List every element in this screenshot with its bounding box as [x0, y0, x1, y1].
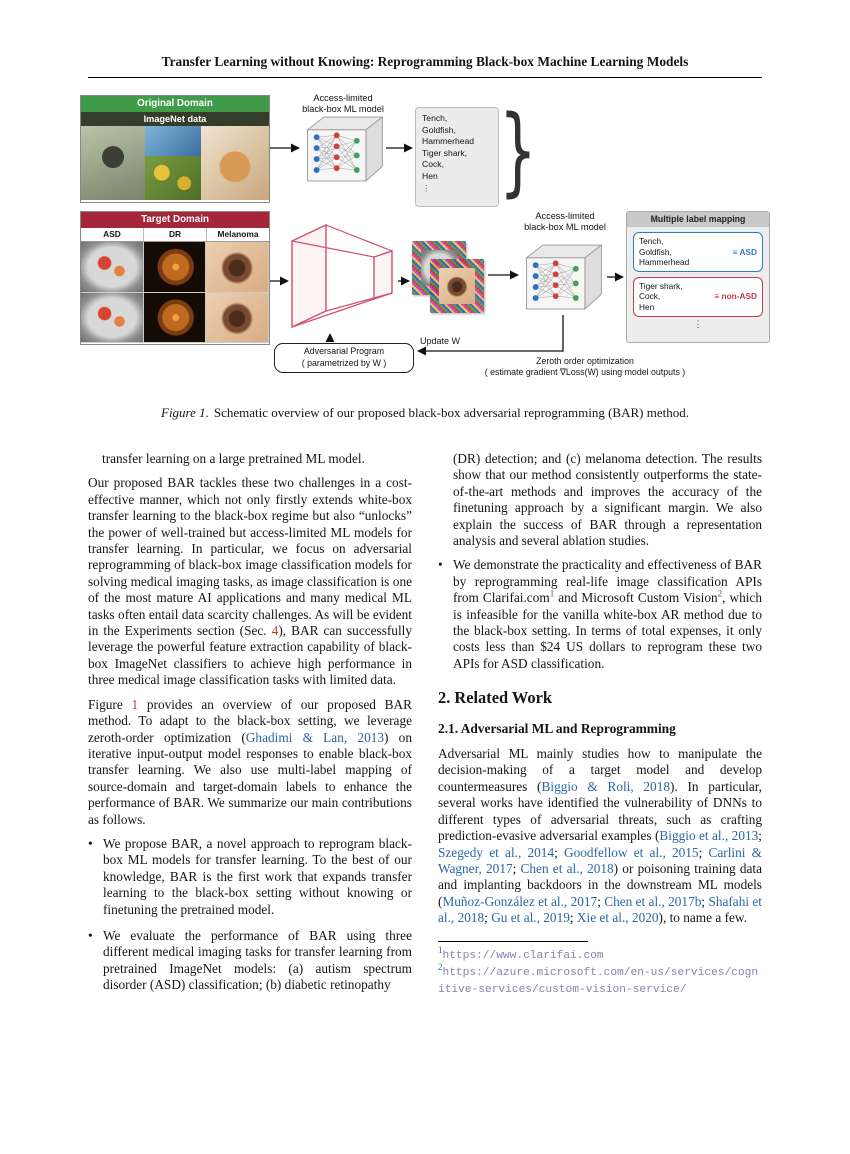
blackbox-model-cube-bottom: [521, 241, 605, 313]
bullet-text: [103, 836, 412, 918]
mapping-nonasd-equivalence: ≡ non-ASD: [714, 291, 757, 302]
bullet-item: [88, 928, 412, 994]
figure-caption: [88, 405, 762, 421]
text-segment: ;: [484, 910, 492, 926]
zeroth-order-line1: Zeroth order optimization: [536, 356, 634, 366]
label-line: Tench,: [639, 236, 664, 246]
footnote-url-link[interactable]: https://www.clarifai.com: [442, 949, 604, 962]
footnote-marker[interactable]: 1: [549, 588, 555, 599]
text-segment: ) or poisoning training data and implanting backdoors in the downstream ML models (: [438, 860, 762, 909]
bullet-list: [438, 557, 762, 672]
melanoma-image: [206, 242, 269, 293]
adversarial-program-param: ( parametrized by W ): [301, 357, 387, 368]
label-line: Hammerhead: [422, 136, 475, 147]
bullet-list: [88, 836, 412, 994]
column-asd: ASD: [81, 228, 144, 241]
text-segment: ;: [698, 844, 709, 860]
citation-link[interactable]: Ghadimi & Lan, 2013: [245, 729, 385, 745]
original-domain-box: [80, 95, 270, 203]
adversarial-program-prism: [290, 221, 396, 331]
text-segment: Adversarial ML mainly studies how to manipulate the decision-making of a target model and develop countermeasures (: [438, 746, 762, 794]
imagenet-data-label: ImageNet data: [81, 112, 269, 126]
label-line: Hammerhead: [639, 257, 690, 268]
text-segment: ;: [597, 893, 605, 909]
paragraph: [438, 451, 762, 549]
model-label-line2: black-box ML model: [524, 221, 606, 232]
figure-1: [78, 93, 772, 393]
adversarial-program-box: [274, 343, 414, 373]
text-segment: Figure: [88, 696, 132, 712]
imagenet-output-labels: [415, 107, 499, 207]
subsection-heading: 2.1. Adversarial ML and Reprogramming: [438, 720, 676, 736]
bullet-item: [438, 557, 762, 672]
text-segment: ), to name a few.: [658, 910, 747, 926]
label-line: Cock,: [639, 291, 661, 302]
target-domain-columns: [81, 228, 269, 242]
original-domain-header: Original Domain: [81, 96, 269, 112]
header-rule: [88, 77, 762, 78]
bullet-marker: •: [88, 835, 93, 851]
citation-link[interactable]: Goodfellow et al., 2015: [564, 844, 699, 860]
zeroth-order-label: [466, 356, 704, 379]
text-segment: Our proposed BAR tackles these two challenges in a cost-effective manner, which not only firstly extends white-box transfer learning to the black-box regime but also “unlocks” the power of well-trained but access-limited ML models for transfer learning. In particular, we focus on adversarial reprogramming of black-box image classification models for solving medical imaging tasks, as image classification is one of the most mature AI applications and many medical ML tasks often entail data scarcity challenges. As will be evident in the Experiments section (Sec.: [88, 475, 412, 639]
mapping-asd-group: [633, 232, 763, 272]
text-segment: ;: [758, 828, 762, 844]
text-segment: We demonstrate the practicality and effectiveness of BAR by reprogramming real-life image classification APIs from Clarifai.com: [453, 557, 762, 606]
target-domain-box: [80, 211, 270, 345]
text-segment: ;: [701, 893, 709, 909]
citation-link[interactable]: Xie et al., 2020: [576, 910, 659, 926]
text-segment: , which is infeasible for the vanilla white-box AR method due to the black-box setting. In terms of total expenses, it only costs less than $24 US dollars to reprogram these two APIs for ASD classification.: [453, 590, 762, 671]
footnote-url-link[interactable]: https://azure.microsoft.com/en-us/services/cognitive-services/custom-vision-service/: [438, 967, 759, 997]
text-segment: We propose BAR, a novel approach to reprogram black-box ML models for transfer learning. To the best of our knowledge, BAR is the first work that expands transfer learning to the black-box setting without knowing or finetuning the pretrained model.: [103, 835, 412, 917]
text-segment: provides an overview of our proposed BAR method. To adapt to the black-box setting, we leverage zeroth-order optimization (: [88, 696, 412, 745]
paper-running-title: Transfer Learning without Knowing: Reprogramming Black-box Machine Learning Models: [161, 54, 689, 69]
dr-retina-image: [144, 242, 207, 293]
label-line: Hen: [422, 170, 438, 181]
column-melanoma: Melanoma: [217, 229, 259, 239]
citation-link[interactable]: Biggio & Roli, 2018: [541, 778, 671, 794]
citation-link[interactable]: Szegedy et al., 2014: [438, 844, 555, 860]
right-column: [438, 451, 762, 1004]
text-segment: (DR) detection; and (c) melanoma detection. The results show that our method consistently outperforms the state-of-the-art methods and improves the accuracy of the finetuning approach by a significant margin. We also explain the success of BAR through a representation analysis and several ablation studies.: [453, 451, 762, 549]
paragraph: [88, 697, 412, 828]
text-segment: ;: [569, 910, 577, 926]
target-domain-header: Target Domain: [81, 212, 269, 228]
mapping-title: Multiple label mapping: [627, 212, 769, 227]
section-heading: 2. Related Work: [438, 688, 552, 708]
imagenet-sample-bird: [81, 126, 145, 200]
left-column: [88, 451, 412, 1004]
citation-link[interactable]: Carlini & Wagner, 2017: [438, 844, 762, 876]
figure-caption-text: Schematic overview of our proposed black-box adversarial reprogramming (BAR) method.: [213, 405, 689, 420]
footnote-number: 1: [438, 944, 443, 955]
blackbox-model-label-top: [276, 93, 410, 115]
label-line: Cock,: [422, 159, 444, 170]
text-segment: ) on iterative input-output model responses to enable black-box transfer learning. We also use multi-label mapping of source-domain and target-domain labels to enhance the performance of BAR. We summarize our main contributions as follows.: [88, 729, 412, 827]
footnote-rule: [438, 941, 588, 942]
footnote: [438, 964, 762, 998]
embedded-melanoma-image: [439, 268, 475, 304]
model-label-line2: black-box ML model: [302, 103, 384, 114]
column-dr: DR: [144, 228, 207, 241]
paragraph: [438, 746, 762, 926]
two-column-body: [88, 451, 762, 1004]
label-line: Tiger shark,: [422, 147, 468, 158]
imagenet-sample-cat: [201, 126, 269, 200]
bullet-text: [103, 928, 412, 994]
ellipsis-dots: ⋮: [693, 318, 703, 329]
citation-link[interactable]: Muñoz-González et al., 2017: [442, 893, 598, 909]
blackbox-model-cube-top: [302, 113, 386, 185]
ellipsis-dots: ⋮: [422, 183, 431, 194]
footnote-marker[interactable]: 2: [717, 588, 723, 599]
cross-reference-link[interactable]: 4: [271, 623, 279, 639]
cross-reference-link[interactable]: 1: [131, 696, 139, 712]
adversarial-program-label: Adversarial Program: [303, 346, 385, 356]
output-brace: }: [499, 95, 537, 207]
footnote-number: 2: [438, 962, 443, 973]
melanoma-image: [206, 293, 269, 344]
bullet-marker: •: [88, 927, 93, 943]
update-w-label: Update W: [420, 336, 461, 346]
bullet-item: [88, 836, 412, 918]
citation-link[interactable]: Shafahi et al., 2018: [438, 893, 762, 926]
model-label-line1: Access-limited: [535, 211, 595, 221]
text-segment: transfer learning on a large pretrained ML model.: [102, 451, 365, 466]
citation-link[interactable]: Chen et al., 2017b: [604, 893, 702, 909]
model-label-line1: Access-limited: [313, 93, 373, 103]
text-segment: ;: [512, 860, 521, 876]
blackbox-model-label-bottom: [498, 211, 632, 233]
imagenet-sample-blue: [145, 126, 201, 156]
paragraph: [88, 475, 412, 688]
label-line: Hen: [639, 302, 655, 313]
label-line: Tiger shark,: [639, 280, 683, 291]
label-line: Goldfish,: [422, 124, 456, 135]
text-segment: We evaluate the performance of BAR using three different medical imaging tasks for transfer learning from pretrained ImageNet models: (a) autism spectrum disorder (ASD) classification; (b) diabetic retinopathy: [103, 927, 412, 993]
asd-brain-image: [81, 242, 144, 293]
dr-retina-image: [144, 293, 207, 344]
target-domain-samples: [81, 242, 269, 343]
imagenet-samples: [81, 126, 269, 200]
bullet-marker: •: [438, 557, 443, 573]
text-segment: ;: [554, 844, 565, 860]
imagenet-sample-flowers: [145, 156, 201, 200]
paragraph: [88, 451, 412, 467]
asd-brain-image: [81, 293, 144, 344]
text-segment: and Microsoft Custom Vision: [554, 590, 718, 606]
label-line: Tench,: [422, 113, 448, 123]
multiple-label-mapping-box: [626, 211, 770, 343]
bullet-text: [453, 557, 762, 672]
mapping-asd-equivalence: ≡ ASD: [732, 246, 757, 257]
citation-link[interactable]: Biggio et al., 2013: [659, 828, 759, 844]
citation-link[interactable]: Chen et al., 2018: [520, 860, 614, 876]
label-line: Goldfish,: [639, 246, 672, 257]
zeroth-order-line2: ( estimate gradient ∇Loss(W) using model outputs ): [484, 367, 686, 378]
mapping-nonasd-group: [633, 277, 763, 317]
reprogrammed-image-melanoma: [430, 259, 484, 313]
text-segment: ), BAR can successfully leverage the powerful feature extraction capability of black-box ImageNet classifiers to achieve high performance in three medical image classification tasks with limited data.: [88, 623, 412, 688]
footnotes: [438, 941, 762, 998]
figure-caption-label: Figure 1.: [161, 405, 209, 420]
footnote: [438, 944, 762, 964]
text-segment: ). In particular, several works have identified the vulnerability of DNNs to different types of adversarial threats, such as crafting prediction-evasive adversarial examples (: [438, 778, 763, 844]
citation-link[interactable]: Gu et al., 2019: [491, 910, 570, 926]
